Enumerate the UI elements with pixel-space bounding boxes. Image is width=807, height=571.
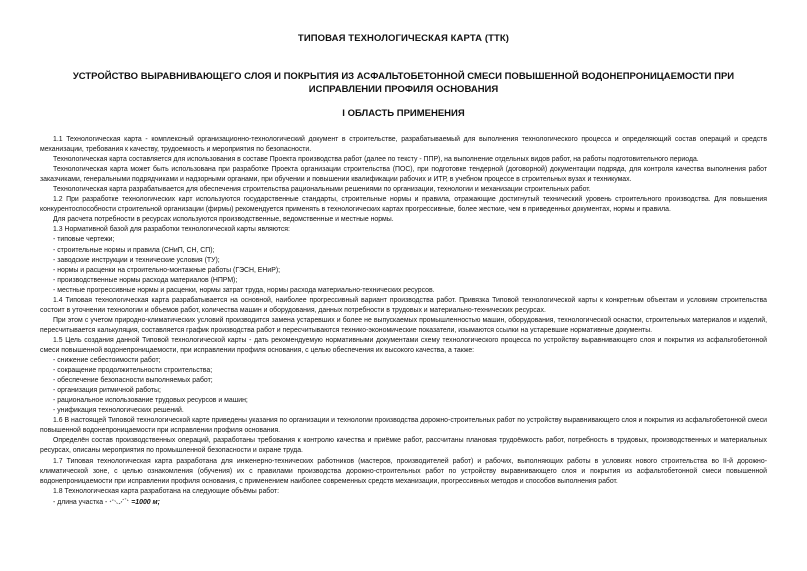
paragraph: Для расчета потребности в ресурсах используются производственные, ведомственные и местные нормы. <box>53 216 394 224</box>
list-item: - обеспечение безопасности выполняемых работ; <box>53 377 213 385</box>
list-item: - местные прогрессивные нормы и расценки, нормы затрат труда, нормы расхода материально-технических ресурсов. <box>53 286 435 294</box>
document-body <box>40 135 767 508</box>
list-item: - нормы и расценки на строительно-монтажные работы (ГЭСН, ЕНиР); <box>53 266 281 274</box>
paragraph: 1.2 При разработке технологических карт используются государственные стандарты, строительные нормы и правила, отражающие достигнутый технический уровень строительного производства. Для повышения конкурентоспособности строительной организации (фирмы) рекомендуется применять в технологических картах прогрессивные, более жесткие, чем в приведенных документах, нормы и правила. <box>40 196 767 214</box>
paragraph: Определён состав производственных операций, разработаны требования к контролю качества и приёмке работ, рассчитаны плановая трудоёмкость работ, потребность в трудовых, производственных и материальных ресурсах, описаны мероприятия по промышленной безопасности и охране труда. <box>40 437 767 455</box>
list-item: - заводские инструкции и технические условия (ТУ); <box>53 256 220 264</box>
list-item: - рациональное использование трудовых ресурсов и машин; <box>53 397 248 405</box>
list-item: - сокращение продолжительности строительства; <box>53 367 213 375</box>
document-subtitle: УСТРОЙСТВО ВЫРАВНИВАЮЩЕГО СЛОЯ И ПОКРЫТИЯ ИЗ АСФАЛЬТОБЕТОННОЙ СМЕСИ ПОВЫШЕННОЙ ВОДОНЕПРОНИЦАЕМОСТИ ПРИ ИСПРАВЛЕНИИ ПРОФИЛЯ ОСНОВАНИЯ <box>72 71 735 95</box>
list-item: - организация ритмичной работы; <box>53 387 161 395</box>
paragraph: 1.3 Нормативной базой для разработки технологической карты являются: <box>53 226 290 234</box>
list-item-length <box>40 497 767 508</box>
list-item: - снижение себестоимости работ; <box>53 357 161 365</box>
paragraph: 1.5 Цель создания данной Типовой технологической карты - дать рекомендуемую нормативными документами схему технологического процесса по устройству выравнивающего слоя и покрытия из асфальтобетонной смеси повышенной водонепроницаемости, при исправлении профиля основания, с целью обеспечения их высокого качества, а также: <box>40 336 767 354</box>
paragraph: 1.1 Технологическая карта - комплексный организационно-технологический документ в строительстве, разрабатываемый для выполнения технологического процесса и определяющий состав операций и средств механизации, требования к качеству, трудоемкость и мероприятия по безопасности. <box>40 136 767 154</box>
paragraph: Технологическая карта составляется для использования в составе Проекта производства работ (далее по тексту - ППР), на выполнение отдельных видов работ, на работы подготовительного периода. <box>53 156 699 164</box>
paragraph: 1.8 Технологическая карта разработана на следующие объёмы работ: <box>53 487 279 495</box>
illegible-mark-icon <box>109 497 131 505</box>
section-heading: I ОБЛАСТЬ ПРИМЕНЕНИЯ <box>342 108 465 119</box>
paragraph: 1.4 Типовая технологическая карта разрабатывается на основной, наиболее прогрессивный вариант производства работ. Привязка Типовой технологической карты к конкретным объектам и условиям строительства состоит в уточнении технологии и объемов работ, количества машин и оборудования, данных потребности в трудовых и материально-технических ресурсах. <box>40 296 767 314</box>
paragraph: При этом с учетом природно-климатических условий производится замена устаревших и более не выпускаемых промышленностью машин, оборудования, технологической оснастки, строительных материалов и изделий, пересчитывается калькуляция, составляется график производства работ и пересчитываются технико-экономические показатели, изымаются ссылки на устаревшие нормативные документы. <box>40 316 767 334</box>
length-label: - длина участка - <box>53 498 110 506</box>
paragraph: Технологическая карта может быть использована при разработке Проекта организации строительства (ПОС), при подготовке тендерной (договорной) документации подряда, для контроля качества выполнения работ заказчиками, генеральными подрядчиками и надзорными органами, при обучении и повышении квалификации рабочих и ИТР, в учебном процессе в строительных вузах и техникумах. <box>40 166 767 184</box>
document-title: ТИПОВАЯ ТЕХНОЛОГИЧЕСКАЯ КАРТА (ТТК) <box>297 33 510 44</box>
list-item: - типовые чертежи; <box>53 236 115 244</box>
list-item: - производственные нормы расхода материалов (НПРМ); <box>53 276 238 284</box>
paragraph: 1.6 В настоящей Типовой технологической карте приведены указания по организации и технологии производства дорожно-строительных работ по устройству выравнивающего слоя и покрытия из асфальтобетонной смеси повышенной водонепроницаемости при исправлении профиля основания. <box>40 417 767 435</box>
paragraph: 1.7 Типовая технологическая карта разработана для инженерно-технических работников (мастеров, производителей работ) и рабочих, выполняющих работы в условиях нового строительства во II-й дорожно-климатической зоне, с целью ознакомления (обучения) их с правилами производства дорожно-строительных работ по устройству выравнивающего слоя и покрытия из асфальтобетонной смеси повышенной водонепроницаемости при исправлении профиля основания, с применением наиболее современных средств механизации, прогрессивных методов и способов выполнения работ. <box>40 457 767 485</box>
list-item: - унификация технологических решений. <box>53 407 184 415</box>
list-item: - строительные нормы и правила (СНиП, СН, СП); <box>53 246 215 254</box>
length-value: =1000 м; <box>131 498 160 506</box>
paragraph: Технологическая карта разрабатывается для обеспечения строительства рациональными решениями по организации, технологии и механизации строительных работ. <box>53 186 591 194</box>
